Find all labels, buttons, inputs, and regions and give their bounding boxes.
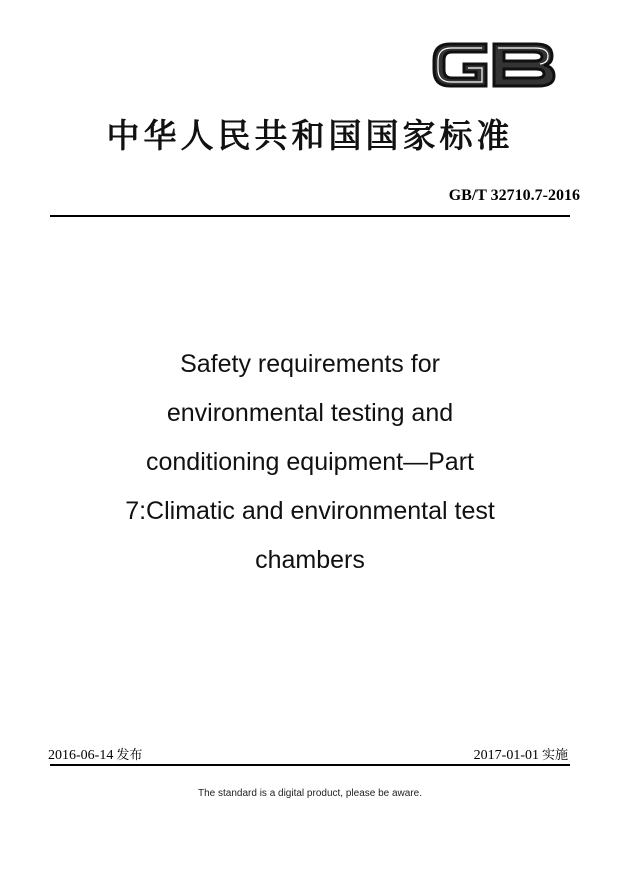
issue-date: 2016-06-14 — [48, 748, 114, 763]
document-title — [90, 340, 530, 585]
title-line: conditioning equipment—Part — [146, 448, 474, 476]
standard-code: GB/T 32710.7-2016 — [448, 187, 580, 204]
title-line: chambers — [255, 546, 365, 574]
bottom-divider — [50, 764, 570, 766]
title-line: environmental testing and — [166, 399, 454, 427]
issue-date-block — [48, 744, 142, 764]
title-line: Safety requirements for — [180, 350, 440, 378]
issue-label: 发布 — [116, 748, 143, 763]
implementation-date-block — [474, 744, 568, 764]
title-line: 7:Climatic and environmental test — [125, 497, 495, 525]
digital-product-notice: The standard is a digital product, please be aware. — [197, 788, 423, 799]
gb-logo-icon — [428, 36, 558, 94]
top-divider — [50, 215, 570, 217]
country-standard-title: 中华人民共和国国家标准 — [106, 116, 514, 155]
implementation-date: 2017-01-01 — [473, 748, 539, 763]
implementation-label: 实施 — [541, 748, 568, 763]
